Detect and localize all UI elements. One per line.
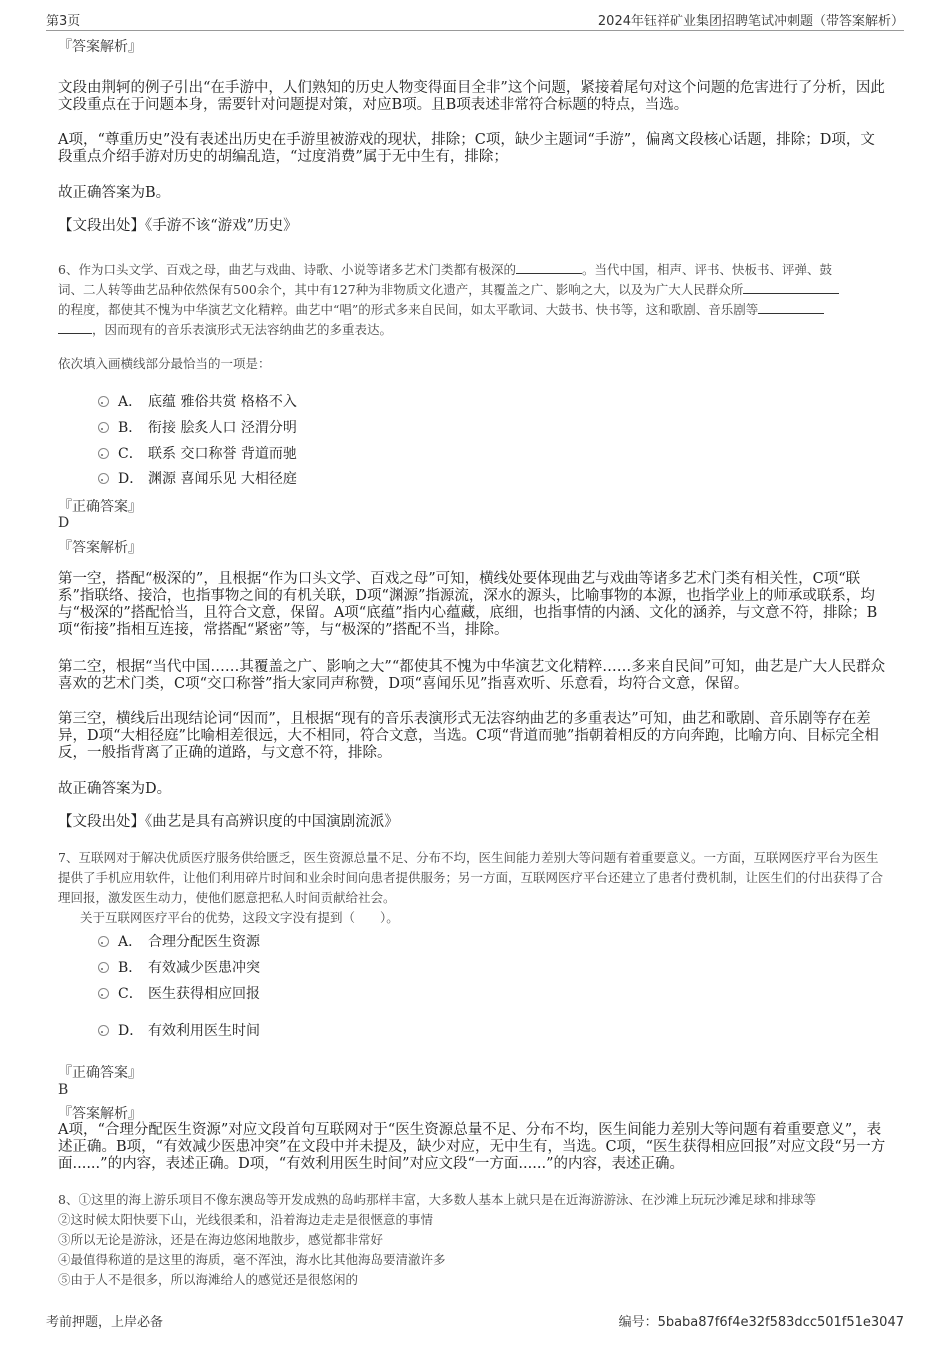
blank-2	[743, 281, 839, 294]
q6-answer-label: 『正确答案』	[58, 499, 142, 515]
q6-option-c[interactable]: C． 联系 交口称誉 背道而驰	[98, 443, 297, 463]
radio-icon[interactable]	[98, 936, 109, 947]
q6-option-b[interactable]: B． 衔接 脍炙人口 泾渭分明	[98, 417, 297, 437]
q8-line: 8、①这里的海上游乐项目不像东澳岛等开发成熟的岛屿那样丰富，大多数人基本上就只是在近海游游泳、在沙滩上玩玩沙滩足球和排球等	[58, 1192, 816, 1207]
q6-analysis-p2: 第二空，根据“当代中国……其覆盖之广、影响之大”“都使其不愧为中华演艺文化精粹……多来自民间”可知，曲艺是广大人民群众喜欢的艺术门类，C项“交口称誉”指大家同声称赞，D项“喜闻乐见”指喜欢听、乐意看，均符合文意，保留。	[58, 659, 886, 692]
q7-analysis-label: 『答案解析』	[58, 1106, 142, 1122]
q5-source: 【文段出处】《手游不该“游戏”历史》	[58, 218, 298, 234]
q6-option-d[interactable]: D． 渊源 喜闻乐见 大相径庭	[98, 468, 297, 488]
q6-prompt: 依次填入画横线部分最恰当的一项是：	[58, 356, 271, 371]
q7-answer-label: 『正确答案』	[58, 1065, 142, 1081]
q6-source: 【文段出处】《曲艺是具有高辨识度的中国演剧流派》	[58, 814, 399, 830]
radio-icon[interactable]	[98, 1025, 109, 1036]
blank-3	[758, 301, 824, 314]
q6-answer: D	[58, 515, 70, 531]
footer-code: 编号：5baba87f6f4e32f583dcc501f51e3047	[618, 1315, 904, 1330]
footer-slogan: 考前押题，上岸必备	[46, 1315, 164, 1330]
q8-sentences	[58, 1190, 888, 1290]
q7-option-a[interactable]: A． 合理分配医生资源	[98, 931, 260, 951]
q6-option-a[interactable]: A． 底蕴 雅俗共赏 格格不入	[98, 391, 297, 411]
q7-analysis: A项，“合理分配医生资源”对应文段首句互联网对于“医生资源总量不足、分布不均，医生间能力差别大等问题有着重要意义”，表述正确。B项，“有效减少医患冲突”在文段中并未提及，缺少对应，无中生有，当选。C项，“医生获得相应回报”对应文段“另一方面......”的内容，表述正确。D项，“有效利用医生时间”对应文段“一方面......”的内容，表述正确。	[58, 1122, 886, 1172]
q7-option-c[interactable]: C． 医生获得相应回报	[98, 983, 260, 1003]
radio-icon[interactable]	[98, 962, 109, 973]
q5-conclusion: 故正确答案为B。	[58, 185, 171, 201]
q6-analysis-label: 『答案解析』	[58, 540, 142, 556]
q6-stem: 6、作为口头文学、百戏之母，曲艺与戏曲、诗歌、小说等诸多艺术门类都有极深的 。当代中国，相声、评书、快板书、评弹、鼓 词、二人转等曲艺品种依然保有500余个，其中有127种为非物质文化遗产，其覆盖之广、影响之大，以及为广大人民群众所 的程度，都使其不愧为中华演艺文化精粹。曲艺中“唱”的形式多来自民间，如太平歌词、大鼓书、快书等，这和歌剧、音乐剧等 ，因而现有的音乐表演形式无法容纳曲艺的多重表达。	[58, 260, 888, 340]
q6-analysis-p1: 第一空，搭配“极深的”，且根据“作为口头文学、百戏之母”可知，横线处要体现曲艺与戏曲等诸多艺术门类有相关性，C项“联系”指联络、接洽，也指事物之间的有机关联，D项“渊源”指源流，深水的源头，比喻事物的本源，也指学业上的师承或联系，均与“极深的”搭配恰当，且符合文意，保留。A项“底蕴”指内心蕴藏，底细，也指事情的内涵、文化的涵养，与文意不符，排除；B项“衔接”指相互连接，常搭配“紧密”等，与“极深的”搭配不当，排除。	[58, 571, 878, 638]
q8-line: ④最值得称道的是这里的海质，毫不浑浊，海水比其他海岛要清澈许多	[58, 1252, 446, 1267]
radio-icon[interactable]	[98, 448, 109, 459]
q7-option-b[interactable]: B． 有效减少医患冲突	[98, 957, 260, 977]
q8-line: ③所以无论是游泳，还是在海边悠闲地散步，感觉都非常好	[58, 1232, 384, 1247]
q5-analysis-p1: 文段由荆轲的例子引出“在手游中，人们熟知的历史人物变得面目全非”这个问题，紧接着尾句对这个问题的危害进行了分析，因此文段重点在于问题本身，需要针对问题提对策，对应B项。且B项表述非常符合标题的特点，当选。	[58, 80, 885, 113]
q6-conclusion: 故正确答案为D。	[58, 781, 172, 797]
q5-analysis-p2: A项，“尊重历史”没有表述出历史在手游里被游戏的现状，排除；C项，缺少主题词“手游”，偏离文段核心话题，排除；D项，文段重点介绍手游对历史的胡编乱造，“过度消费”属于无中生有，排除；	[58, 132, 875, 165]
q7-option-d[interactable]: D． 有效利用医生时间	[98, 1020, 260, 1040]
q8-line: ②这时候太阳快要下山，光线很柔和，沿着海边走走是很惬意的事情	[58, 1212, 434, 1227]
blank-1	[516, 261, 582, 274]
q7-stem: 7、互联网对于解决优质医疗服务供给匮乏，医生资源总量不足、分布不均，医生间能力差别大等问题有着重要意义。一方面，互联网医疗平台为医生提供了手机应用软件，让他们利用碎片时间和业余时间向患者提供服务；另一方面，互联网医疗平台还建立了患者付费机制，让医生们的付出获得了合理回报，激发医生动力，使他们愿意把私人时间贡献给社会。	[58, 850, 884, 905]
page-footer	[46, 1311, 904, 1331]
q7-answer: B	[58, 1082, 69, 1098]
blank-3-cont	[58, 321, 92, 334]
q6-analysis-p3: 第三空，横线后出现结论词“因而”，且根据“现有的音乐表演形式无法容纳曲艺的多重表达”可知，曲艺和歌剧、音乐剧等存在差异，D项“大相径庭”比喻相差很远，大不相同，符合文意，当选。C项“背道而驰”指朝着相反的方向奔跑，比喻方向、目标完全相反，一般指背离了正确的道路，与文意不符，排除。	[58, 711, 879, 761]
radio-icon[interactable]	[98, 396, 109, 407]
q7-question: 关于互联网医疗平台的优势，这段文字没有提到（ ）。	[80, 910, 399, 925]
q8-line: ⑤由于人不是很多，所以海滩给人的感觉还是很悠闲的	[58, 1272, 359, 1287]
page-header	[46, 8, 904, 31]
radio-icon[interactable]	[98, 422, 109, 433]
q5-analysis-label: 『答案解析』	[58, 39, 142, 55]
radio-icon[interactable]	[98, 988, 109, 999]
page-number: 第3页	[46, 14, 81, 29]
document-title: 2024年钰祥矿业集团招聘笔试冲刺题（带答案解析）	[597, 14, 904, 29]
radio-icon[interactable]	[98, 473, 109, 484]
